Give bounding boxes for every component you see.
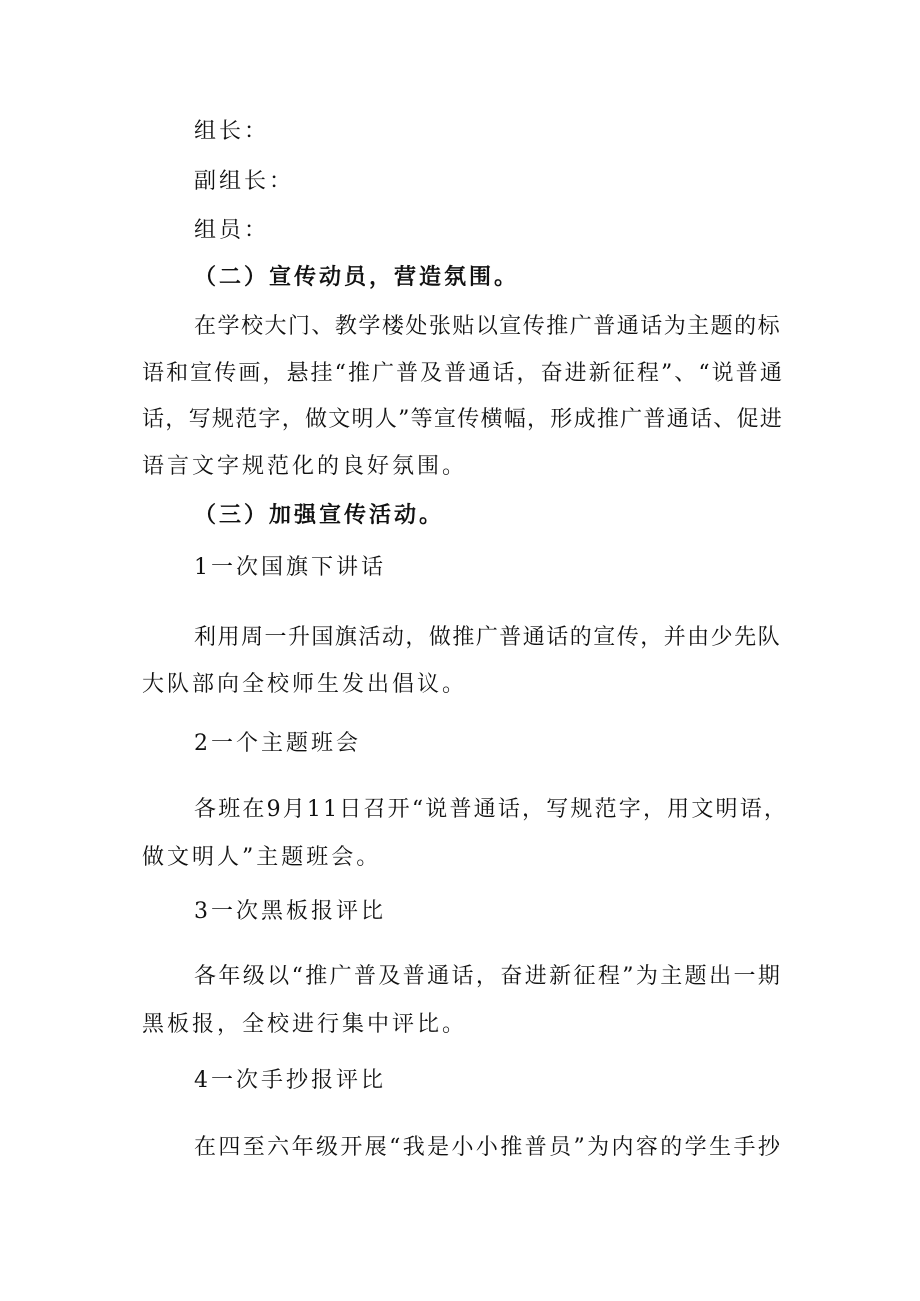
item-heading-blackboard: 3一次黑板报评比 xyxy=(194,899,386,924)
item-heading-flag-speech: 1一次国旗下讲话 xyxy=(194,555,386,580)
paragraph-line: 各 年 级 以 “ 推 广 普 及 普 通 话 ， 奋 进 新 征 程 ” 为 主 题 出 一 期 xyxy=(194,964,780,989)
paragraph-line: 话 ， 写 规 范 字 ， 做 文 明 人 ” 等 宣 传 横 幅 ， 形 成 推 广 普 通 话 、 促 进 xyxy=(142,407,782,432)
group-members-label: 组员： xyxy=(194,218,270,243)
group-leader-label: 组长： xyxy=(194,119,270,144)
paragraph-line: 语言文字规范化的良好氛围。 xyxy=(142,454,468,479)
paragraph-line: 各 班 在 9 月 1 1 日 召 开 “ 说 普 通 话 ， 写 规 范 字 ， 用 文 明 语 ， xyxy=(194,797,786,822)
paragraph-line: 利 用 周 一 升 国 旗 活 动 ， 做 推 广 普 通 话 的 宣 传 ， 并 由 少 先 队 xyxy=(194,625,780,650)
paragraph-line: 语 和 宣 传 画 ， 悬 挂 “ 推 广 普 及 普 通 话 ， 奋 进 新 征 程 ” 、 “ 说 普 通 xyxy=(142,361,782,386)
item-heading-handwritten-newspaper: 4一次手抄报评比 xyxy=(194,1068,386,1093)
paragraph-line: 大队部向全校师生发出倡议。 xyxy=(142,672,468,697)
section-heading-activities: （三）加强宣传活动。 xyxy=(194,502,445,528)
paragraph-line: 做文明人”主题班会。 xyxy=(142,845,382,870)
deputy-group-leader-label: 副组长： xyxy=(194,169,295,194)
item-heading-class-meeting: 2一个主题班会 xyxy=(194,731,361,756)
paragraph-line: 黑板报，全校进行集中评比。 xyxy=(142,1012,468,1037)
paragraph-line: 在 四 至 六 年 级 开 展 “ 我 是 小 小 推 普 员 ” 为 内 容 的 学 生 手 抄 xyxy=(194,1135,780,1160)
section-heading-publicity: （二）宣传动员，营造氛围。 xyxy=(194,264,520,290)
paragraph-line: 在 学 校 大 门 、 教 学 楼 处 张 贴 以 宣 传 推 广 普 通 话 为 主 题 的 标 xyxy=(194,314,780,339)
